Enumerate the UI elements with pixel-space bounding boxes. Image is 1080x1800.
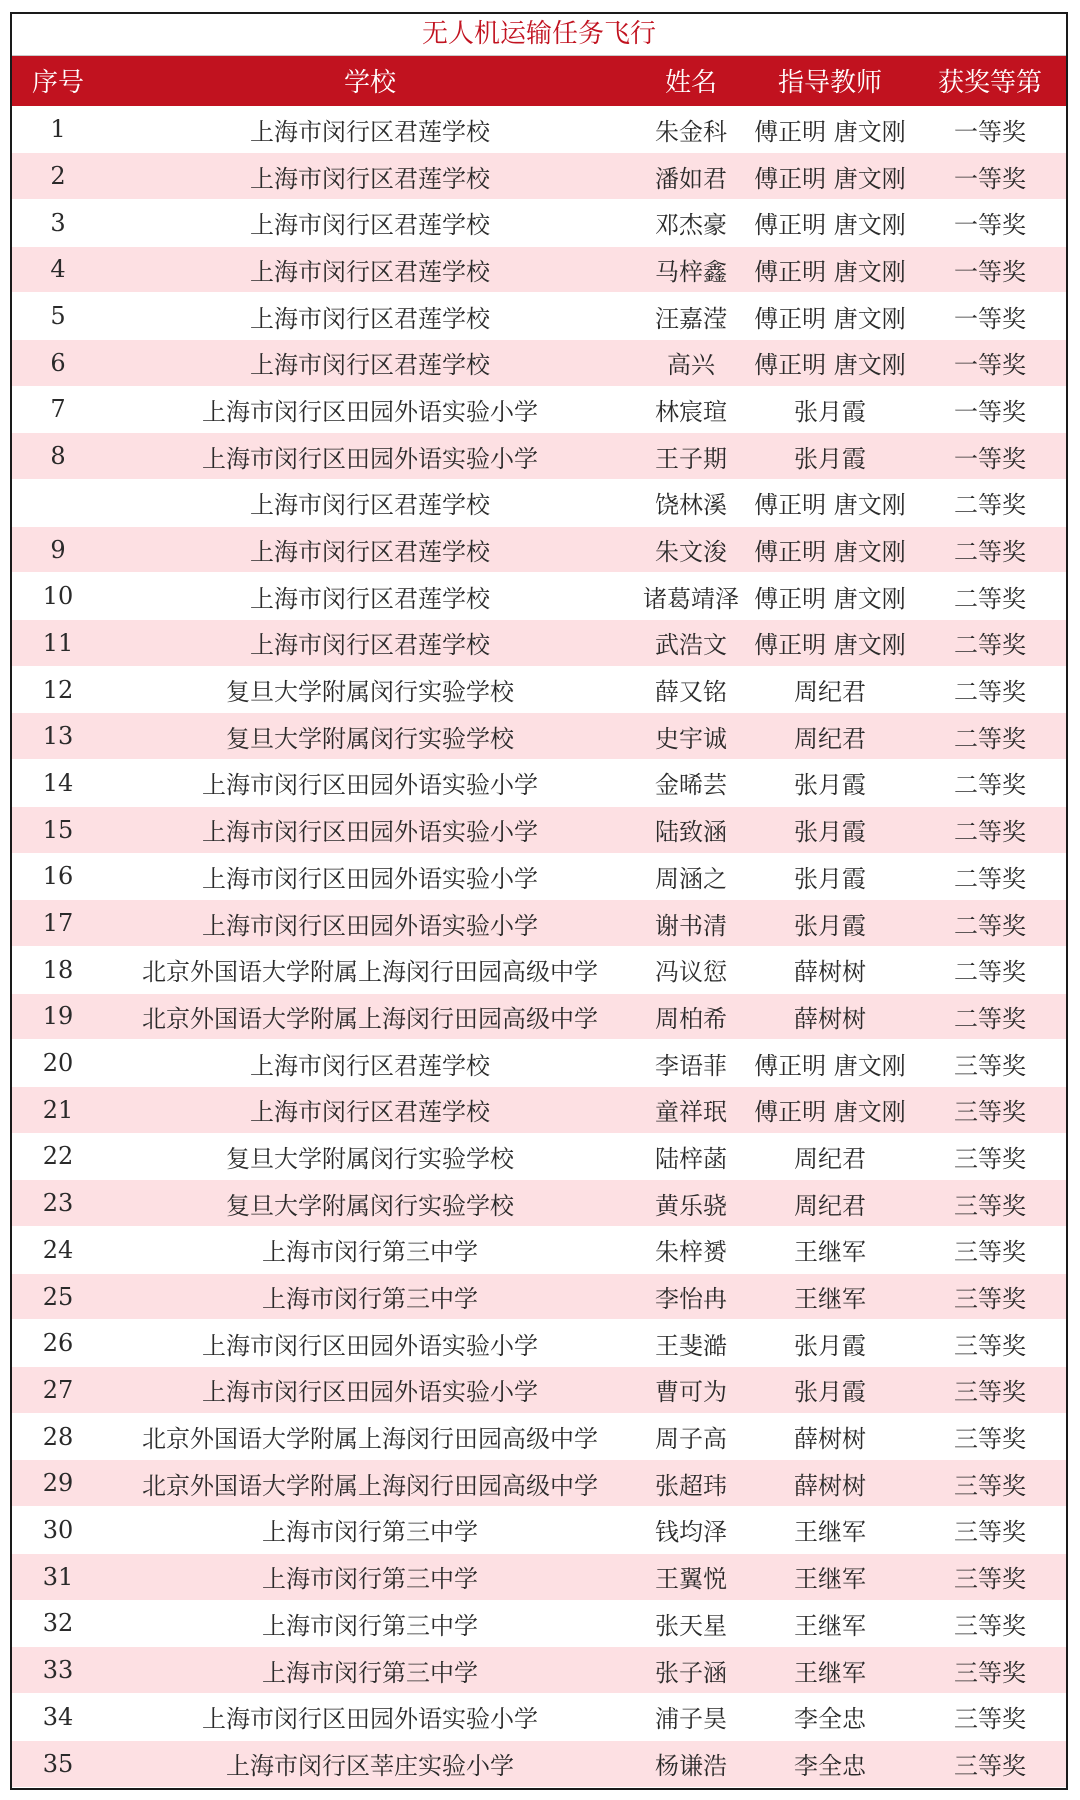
table-row xyxy=(12,1086,1066,1133)
table-row xyxy=(12,480,1066,527)
cell-serial-number: 32 xyxy=(12,1600,104,1647)
table-row xyxy=(12,1180,1066,1227)
cell-award-level: 二等奖 xyxy=(914,573,1066,620)
cell-school: 上海市闵行区君莲学校 xyxy=(104,106,636,153)
cell-school: 上海市闵行区君莲学校 xyxy=(104,526,636,573)
cell-school: 复旦大学附属闵行实验学校 xyxy=(104,666,636,713)
cell-school: 上海市闵行第三中学 xyxy=(104,1647,636,1694)
cell-award-level: 二等奖 xyxy=(914,760,1066,807)
cell-serial-number: 33 xyxy=(12,1647,104,1694)
table-row xyxy=(12,853,1066,900)
cell-serial-number: 24 xyxy=(12,1227,104,1274)
cell-serial-number: 20 xyxy=(12,1040,104,1087)
cell-school: 上海市闵行区田园外语实验小学 xyxy=(104,1367,636,1414)
table-row xyxy=(12,760,1066,807)
cell-student-name: 朱金科 xyxy=(636,106,746,153)
cell-award-level: 二等奖 xyxy=(914,620,1066,667)
table-row xyxy=(12,246,1066,293)
cell-instructor: 张月霞 xyxy=(746,853,914,900)
cell-award-level: 三等奖 xyxy=(914,1647,1066,1694)
cell-student-name: 张超玮 xyxy=(636,1460,746,1507)
cell-instructor: 傅正明 唐文刚 xyxy=(746,620,914,667)
cell-serial-number: 23 xyxy=(12,1180,104,1227)
cell-school: 上海市闵行区君莲学校 xyxy=(104,1040,636,1087)
cell-serial-number: 31 xyxy=(12,1553,104,1600)
cell-instructor: 李全忠 xyxy=(746,1693,914,1740)
cell-award-level: 二等奖 xyxy=(914,713,1066,760)
cell-instructor: 王继军 xyxy=(746,1507,914,1554)
cell-school: 北京外国语大学附属上海闵行田园高级中学 xyxy=(104,1413,636,1460)
cell-award-level: 三等奖 xyxy=(914,1367,1066,1414)
cell-instructor: 傅正明 唐文刚 xyxy=(746,480,914,527)
cell-award-level: 三等奖 xyxy=(914,1693,1066,1740)
cell-instructor: 傅正明 唐文刚 xyxy=(746,199,914,246)
cell-award-level: 三等奖 xyxy=(914,1180,1066,1227)
cell-student-name: 林宸瑄 xyxy=(636,386,746,433)
table-row xyxy=(12,713,1066,760)
cell-student-name: 周柏希 xyxy=(636,993,746,1040)
table-row xyxy=(12,900,1066,947)
cell-student-name: 武浩文 xyxy=(636,620,746,667)
cell-award-level: 一等奖 xyxy=(914,293,1066,340)
cell-school: 复旦大学附属闵行实验学校 xyxy=(104,1133,636,1180)
table-row xyxy=(12,806,1066,853)
header-student-name: 姓名 xyxy=(664,68,717,99)
cell-school: 北京外国语大学附属上海闵行田园高级中学 xyxy=(104,946,636,993)
cell-award-level: 二等奖 xyxy=(914,853,1066,900)
cell-serial-number: 18 xyxy=(12,946,104,993)
cell-instructor: 傅正明 唐文刚 xyxy=(746,106,914,153)
cell-award-level: 三等奖 xyxy=(914,1413,1066,1460)
cell-school: 复旦大学附属闵行实验学校 xyxy=(104,713,636,760)
cell-serial-number: 15 xyxy=(12,806,104,853)
cell-school: 北京外国语大学附属上海闵行田园高级中学 xyxy=(104,1460,636,1507)
header-instructor: 指导教师 xyxy=(777,68,882,99)
cell-award-level: 三等奖 xyxy=(914,1740,1066,1787)
cell-student-name: 朱文浚 xyxy=(636,526,746,573)
cell-award-level: 三等奖 xyxy=(914,1086,1066,1133)
cell-school: 上海市闵行区君莲学校 xyxy=(104,573,636,620)
table-row xyxy=(12,1647,1066,1694)
header-school: 学校 xyxy=(343,68,396,99)
cell-student-name: 李怡冉 xyxy=(636,1273,746,1320)
table-row xyxy=(12,1040,1066,1087)
cell-instructor: 张月霞 xyxy=(746,1320,914,1367)
table-row xyxy=(12,1227,1066,1274)
table-row xyxy=(12,526,1066,573)
cell-student-name: 浦子昊 xyxy=(636,1693,746,1740)
cell-student-name: 薛又铭 xyxy=(636,666,746,713)
cell-school: 上海市闵行区君莲学校 xyxy=(104,1086,636,1133)
cell-award-level: 一等奖 xyxy=(914,106,1066,153)
cell-instructor: 傅正明 唐文刚 xyxy=(746,339,914,386)
table-row xyxy=(12,1460,1066,1507)
cell-serial-number: 2 xyxy=(12,153,104,200)
cell-instructor: 周纪君 xyxy=(746,713,914,760)
cell-award-level: 二等奖 xyxy=(914,526,1066,573)
cell-award-level: 三等奖 xyxy=(914,1227,1066,1274)
cell-serial-number: 30 xyxy=(12,1507,104,1554)
cell-student-name: 张子涵 xyxy=(636,1647,746,1694)
cell-student-name: 诸葛靖泽 xyxy=(636,573,746,620)
cell-school: 上海市闵行区莘庄实验小学 xyxy=(104,1740,636,1787)
cell-school: 上海市闵行区田园外语实验小学 xyxy=(104,386,636,433)
cell-student-name: 史宇诚 xyxy=(636,713,746,760)
cell-instructor: 傅正明 唐文刚 xyxy=(746,573,914,620)
table-row xyxy=(12,1413,1066,1460)
table-row xyxy=(12,993,1066,1040)
cell-student-name: 高兴 xyxy=(636,339,746,386)
table-row xyxy=(12,620,1066,667)
cell-serial-number: 17 xyxy=(12,900,104,947)
cell-student-name: 冯议愆 xyxy=(636,946,746,993)
cell-school: 上海市闵行区田园外语实验小学 xyxy=(104,1693,636,1740)
cell-student-name: 谢书清 xyxy=(636,900,746,947)
cell-instructor: 王继军 xyxy=(746,1273,914,1320)
cell-award-level: 一等奖 xyxy=(914,153,1066,200)
table-row xyxy=(12,153,1066,200)
cell-student-name: 王子期 xyxy=(636,433,746,480)
cell-serial-number: 28 xyxy=(12,1413,104,1460)
cell-serial-number: 21 xyxy=(12,1086,104,1133)
table-row xyxy=(12,339,1066,386)
cell-student-name: 李语菲 xyxy=(636,1040,746,1087)
cell-instructor: 张月霞 xyxy=(746,806,914,853)
header-award-level: 获奖等第 xyxy=(937,68,1042,99)
cell-school: 上海市闵行区君莲学校 xyxy=(104,246,636,293)
table-row xyxy=(12,1367,1066,1414)
cell-student-name: 饶林溪 xyxy=(636,480,746,527)
cell-serial-number xyxy=(12,480,104,527)
cell-instructor: 薛树树 xyxy=(746,1460,914,1507)
table-row xyxy=(12,386,1066,433)
cell-school: 上海市闵行区君莲学校 xyxy=(104,480,636,527)
cell-school: 复旦大学附属闵行实验学校 xyxy=(104,1180,636,1227)
table-row xyxy=(12,106,1066,153)
cell-serial-number: 16 xyxy=(12,853,104,900)
results-sheet xyxy=(10,12,1068,1790)
cell-school: 上海市闵行区君莲学校 xyxy=(104,339,636,386)
cell-student-name: 曹可为 xyxy=(636,1367,746,1414)
cell-serial-number: 5 xyxy=(12,293,104,340)
cell-school: 上海市闵行第三中学 xyxy=(104,1273,636,1320)
cell-award-level: 二等奖 xyxy=(914,480,1066,527)
cell-instructor: 薛树树 xyxy=(746,946,914,993)
cell-instructor: 薛树树 xyxy=(746,1413,914,1460)
cell-student-name: 王斐澔 xyxy=(636,1320,746,1367)
cell-student-name: 黄乐骁 xyxy=(636,1180,746,1227)
cell-instructor: 薛树树 xyxy=(746,993,914,1040)
cell-school: 上海市闵行区田园外语实验小学 xyxy=(104,1320,636,1367)
cell-award-level: 三等奖 xyxy=(914,1273,1066,1320)
table-row xyxy=(12,199,1066,246)
cell-serial-number: 35 xyxy=(12,1740,104,1787)
cell-instructor: 傅正明 唐文刚 xyxy=(746,1086,914,1133)
table-row xyxy=(12,293,1066,340)
cell-award-level: 一等奖 xyxy=(914,246,1066,293)
cell-school: 上海市闵行区君莲学校 xyxy=(104,620,636,667)
cell-school: 上海市闵行区君莲学校 xyxy=(104,199,636,246)
cell-student-name: 杨谦浩 xyxy=(636,1740,746,1787)
results-table xyxy=(12,56,1066,1787)
header-serial-number: 序号 xyxy=(31,68,84,99)
table-row xyxy=(12,1133,1066,1180)
cell-student-name: 周子高 xyxy=(636,1413,746,1460)
cell-award-level: 二等奖 xyxy=(914,993,1066,1040)
cell-school: 上海市闵行区君莲学校 xyxy=(104,153,636,200)
cell-serial-number: 1 xyxy=(12,106,104,153)
table-row xyxy=(12,666,1066,713)
cell-serial-number: 9 xyxy=(12,526,104,573)
cell-school: 上海市闵行区田园外语实验小学 xyxy=(104,433,636,480)
cell-student-name: 陆梓菡 xyxy=(636,1133,746,1180)
cell-serial-number: 6 xyxy=(12,339,104,386)
cell-serial-number: 4 xyxy=(12,246,104,293)
cell-instructor: 傅正明 唐文刚 xyxy=(746,153,914,200)
cell-serial-number: 12 xyxy=(12,666,104,713)
cell-instructor: 傅正明 唐文刚 xyxy=(746,246,914,293)
cell-student-name: 陆致涵 xyxy=(636,806,746,853)
cell-serial-number: 26 xyxy=(12,1320,104,1367)
table-row xyxy=(12,573,1066,620)
cell-school: 上海市闵行区田园外语实验小学 xyxy=(104,806,636,853)
cell-instructor: 张月霞 xyxy=(746,386,914,433)
cell-school: 上海市闵行区君莲学校 xyxy=(104,293,636,340)
cell-award-level: 一等奖 xyxy=(914,339,1066,386)
header-row xyxy=(12,56,1066,106)
cell-instructor: 张月霞 xyxy=(746,1367,914,1414)
cell-student-name: 童祥珉 xyxy=(636,1086,746,1133)
cell-school: 上海市闵行区田园外语实验小学 xyxy=(104,900,636,947)
cell-instructor: 周纪君 xyxy=(746,1133,914,1180)
cell-serial-number: 25 xyxy=(12,1273,104,1320)
cell-award-level: 二等奖 xyxy=(914,666,1066,713)
cell-instructor: 张月霞 xyxy=(746,433,914,480)
cell-student-name: 周涵之 xyxy=(636,853,746,900)
cell-school: 上海市闵行区田园外语实验小学 xyxy=(104,760,636,807)
cell-award-level: 三等奖 xyxy=(914,1507,1066,1554)
cell-school: 上海市闵行区田园外语实验小学 xyxy=(104,853,636,900)
table-row xyxy=(12,1507,1066,1554)
cell-student-name: 潘如君 xyxy=(636,153,746,200)
cell-award-level: 二等奖 xyxy=(914,806,1066,853)
cell-serial-number: 13 xyxy=(12,713,104,760)
cell-instructor: 王继军 xyxy=(746,1647,914,1694)
cell-award-level: 三等奖 xyxy=(914,1320,1066,1367)
cell-student-name: 张天星 xyxy=(636,1600,746,1647)
cell-student-name: 钱均泽 xyxy=(636,1507,746,1554)
cell-award-level: 一等奖 xyxy=(914,433,1066,480)
cell-instructor: 张月霞 xyxy=(746,900,914,947)
table-row xyxy=(12,1553,1066,1600)
cell-award-level: 三等奖 xyxy=(914,1133,1066,1180)
table-row xyxy=(12,1693,1066,1740)
cell-instructor: 王继军 xyxy=(746,1553,914,1600)
cell-school: 上海市闵行第三中学 xyxy=(104,1227,636,1274)
cell-instructor: 张月霞 xyxy=(746,760,914,807)
cell-award-level: 三等奖 xyxy=(914,1460,1066,1507)
cell-instructor: 周纪君 xyxy=(746,1180,914,1227)
cell-serial-number: 8 xyxy=(12,433,104,480)
cell-serial-number: 27 xyxy=(12,1367,104,1414)
cell-serial-number: 3 xyxy=(12,199,104,246)
cell-serial-number: 34 xyxy=(12,1693,104,1740)
cell-instructor: 傅正明 唐文刚 xyxy=(746,1040,914,1087)
cell-serial-number: 29 xyxy=(12,1460,104,1507)
cell-award-level: 二等奖 xyxy=(914,946,1066,993)
cell-student-name: 汪嘉滢 xyxy=(636,293,746,340)
cell-serial-number: 14 xyxy=(12,760,104,807)
cell-serial-number: 10 xyxy=(12,573,104,620)
cell-award-level: 三等奖 xyxy=(914,1553,1066,1600)
cell-serial-number: 19 xyxy=(12,993,104,1040)
cell-instructor: 李全忠 xyxy=(746,1740,914,1787)
cell-instructor: 周纪君 xyxy=(746,666,914,713)
table-row xyxy=(12,1273,1066,1320)
cell-award-level: 三等奖 xyxy=(914,1600,1066,1647)
cell-serial-number: 11 xyxy=(12,620,104,667)
cell-student-name: 朱梓赟 xyxy=(636,1227,746,1274)
cell-student-name: 邓杰豪 xyxy=(636,199,746,246)
cell-school: 北京外国语大学附属上海闵行田园高级中学 xyxy=(104,993,636,1040)
cell-instructor: 王继军 xyxy=(746,1227,914,1274)
cell-school: 上海市闵行第三中学 xyxy=(104,1507,636,1554)
cell-student-name: 金晞芸 xyxy=(636,760,746,807)
table-row xyxy=(12,1320,1066,1367)
table-body xyxy=(12,106,1066,1787)
cell-award-level: 三等奖 xyxy=(914,1040,1066,1087)
cell-serial-number: 7 xyxy=(12,386,104,433)
cell-student-name: 马梓鑫 xyxy=(636,246,746,293)
table-row xyxy=(12,1600,1066,1647)
cell-instructor: 王继军 xyxy=(746,1600,914,1647)
cell-student-name: 王翼悦 xyxy=(636,1553,746,1600)
cell-school: 上海市闵行第三中学 xyxy=(104,1600,636,1647)
sheet-title: 无人机运输任务飞行 xyxy=(12,14,1066,56)
cell-award-level: 二等奖 xyxy=(914,900,1066,947)
table-row xyxy=(12,1740,1066,1787)
cell-instructor: 傅正明 唐文刚 xyxy=(746,293,914,340)
cell-school: 上海市闵行第三中学 xyxy=(104,1553,636,1600)
cell-instructor: 傅正明 唐文刚 xyxy=(746,526,914,573)
table-row xyxy=(12,433,1066,480)
cell-serial-number: 22 xyxy=(12,1133,104,1180)
cell-award-level: 一等奖 xyxy=(914,386,1066,433)
cell-award-level: 一等奖 xyxy=(914,199,1066,246)
table-row xyxy=(12,946,1066,993)
